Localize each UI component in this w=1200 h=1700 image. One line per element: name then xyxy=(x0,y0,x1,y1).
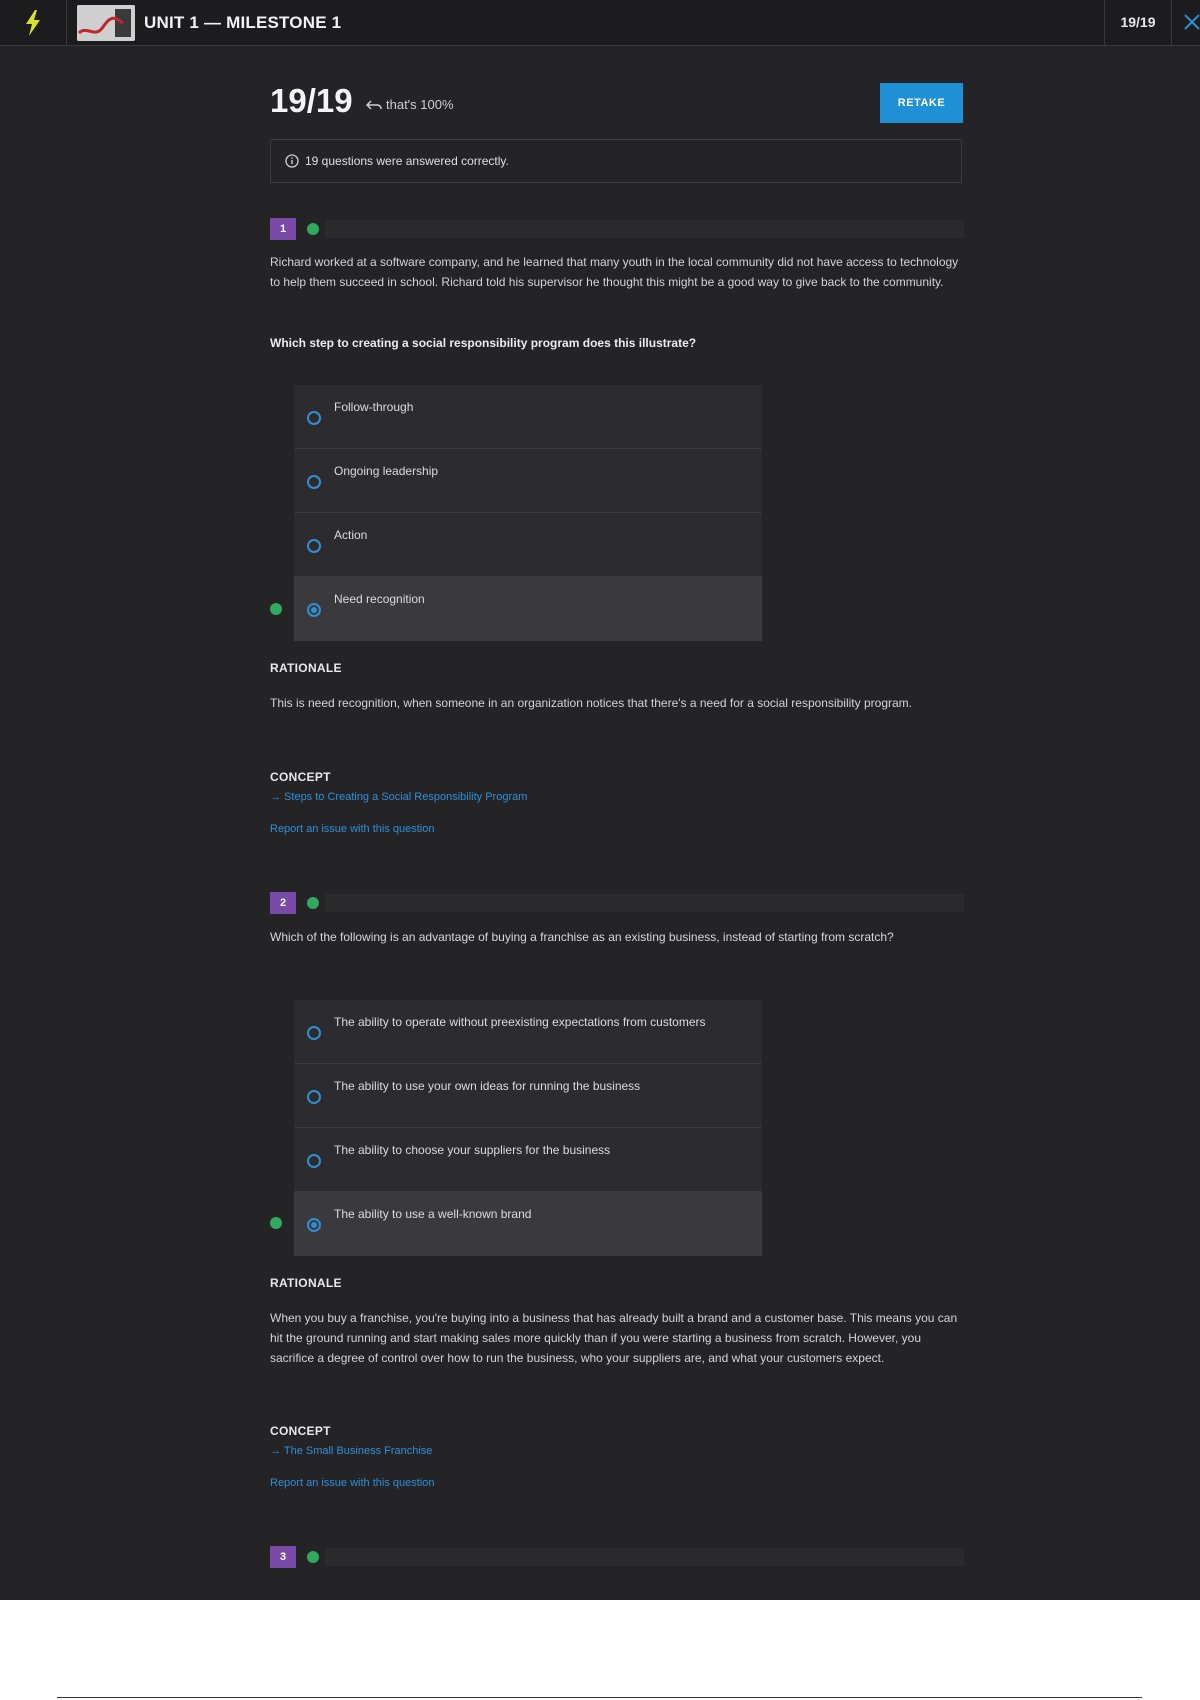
correct-status-dot xyxy=(307,223,319,235)
answer-choice[interactable] xyxy=(294,449,762,513)
correct-status-dot xyxy=(307,897,319,909)
question-header xyxy=(270,218,964,240)
question-header xyxy=(270,1546,964,1568)
answer-choices xyxy=(294,1000,762,1256)
question-header-bar xyxy=(325,1548,964,1566)
radio-button[interactable] xyxy=(307,539,321,553)
score-note xyxy=(366,97,454,112)
undo-arrow-icon xyxy=(366,99,382,111)
question-number: 1 xyxy=(270,218,296,240)
rationale-text: This is need recognition, when someone in an organization notices that there's a need for a social responsibility program. xyxy=(270,696,912,710)
answer-choice[interactable] xyxy=(294,513,762,577)
rationale-title: RATIONALE xyxy=(270,1276,342,1290)
choice-label: Action xyxy=(334,528,368,542)
milestone-title: UNIT 1 — MILESTONE 1 xyxy=(144,13,342,32)
concept-title: CONCEPT xyxy=(270,770,331,784)
question-prompt: Which of the following is an advantage of buying a franchise as an existing business, instead of starting from scratch? xyxy=(270,930,894,944)
choice-label: The ability to choose your suppliers for the business xyxy=(334,1143,611,1157)
lightning-bolt-icon xyxy=(22,9,44,37)
question-prompt: Which step to creating a social responsibility program does this illustrate? xyxy=(270,336,697,350)
report-issue-link[interactable]: Report an issue with this question xyxy=(270,823,435,835)
concept-link[interactable]: → The Small Business Franchise xyxy=(270,1445,433,1457)
correct-status-dot xyxy=(307,1551,319,1563)
answer-choice[interactable] xyxy=(294,1000,762,1064)
radio-button[interactable] xyxy=(307,475,321,489)
page-divider xyxy=(57,1697,1142,1698)
info-circle-icon xyxy=(285,154,299,168)
retake-button[interactable]: RETAKE xyxy=(880,83,963,123)
question-number: 2 xyxy=(270,892,296,914)
concept-link[interactable]: → Steps to Creating a Social Responsibility Program xyxy=(270,791,528,803)
correct-answer-dot xyxy=(270,603,282,615)
question-header xyxy=(270,892,964,914)
question-number: 3 xyxy=(270,1546,296,1568)
choice-label: The ability to use a well-known brand xyxy=(334,1207,532,1221)
result-score: 19/19 xyxy=(270,82,353,119)
top-bar xyxy=(0,0,1200,46)
choice-label: Follow-through xyxy=(334,400,414,414)
choice-label: Ongoing leadership xyxy=(334,464,439,478)
radio-button[interactable] xyxy=(307,1090,321,1104)
correct-answer-dot xyxy=(270,1217,282,1229)
question-header-bar xyxy=(325,894,964,912)
radio-button-selected[interactable] xyxy=(307,1218,321,1232)
answer-choices xyxy=(294,385,762,641)
info-text: 19 questions were answered correctly. xyxy=(305,154,509,168)
score-note-text: that's 100% xyxy=(386,97,454,112)
choice-label: The ability to operate without preexisting expectations from customers xyxy=(334,1015,706,1029)
radio-button[interactable] xyxy=(307,1026,321,1040)
topbar-score: 19/19 xyxy=(1104,0,1172,45)
answer-choice[interactable] xyxy=(294,1128,762,1192)
close-icon[interactable] xyxy=(1182,12,1200,32)
question-header-bar xyxy=(325,220,964,238)
course-thumbnail xyxy=(77,5,135,41)
choice-label: The ability to use your own ideas for running the business xyxy=(334,1079,641,1093)
answer-choice[interactable] xyxy=(294,1064,762,1128)
report-issue-link[interactable]: Report an issue with this question xyxy=(270,1477,435,1489)
answer-choice-selected[interactable] xyxy=(294,1192,762,1256)
info-banner xyxy=(270,139,962,183)
radio-button-selected[interactable] xyxy=(307,603,321,617)
rationale-text: When you buy a franchise, you're buying into a business that has already built a brand and a customer base. This means you can hit the ground running and start making sales more quickly than if you were starting a business from scratch. However, you sacrifice a degree of control over how to run the business, who your suppliers are, and what your customers expect. xyxy=(270,1311,958,1365)
answer-choice-selected[interactable] xyxy=(294,577,762,641)
choice-label: Need recognition xyxy=(334,592,425,606)
rationale-title: RATIONALE xyxy=(270,661,342,675)
radio-button[interactable] xyxy=(307,1154,321,1168)
logo-cell[interactable] xyxy=(0,0,67,45)
answer-choice[interactable] xyxy=(294,385,762,449)
concept-title: CONCEPT xyxy=(270,1424,331,1438)
radio-button[interactable] xyxy=(307,411,321,425)
question-scenario: Richard worked at a software company, and he learned that many youth in the local community did not have access to technology to help them succeed in school. Richard told his supervisor he thought this might be a good way to give back to the community. xyxy=(270,255,959,289)
